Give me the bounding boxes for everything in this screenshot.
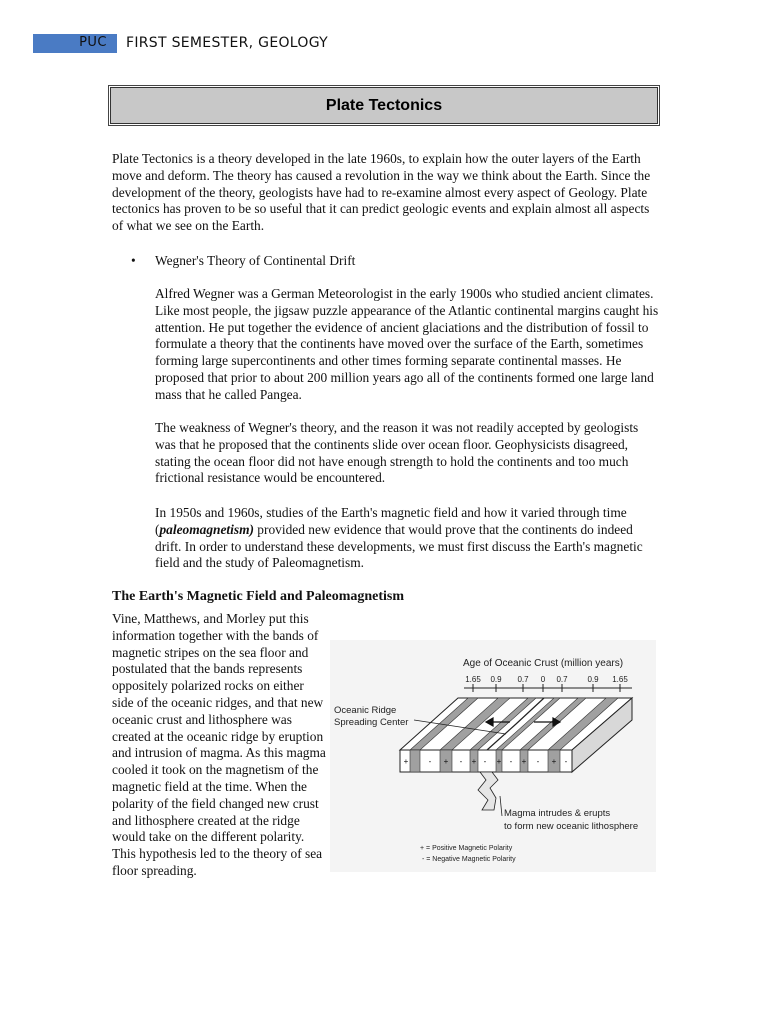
age-label: 0.7 xyxy=(556,675,568,684)
bullet-text: Wegner's Theory of Continental Drift xyxy=(155,253,356,268)
svg-text:+: + xyxy=(403,757,409,766)
intro-paragraph: Plate Tectonics is a theory developed in the late 1960s, to explain how the outer layers of the Earth move and deform. The theory has caused a revolution in the way we think about the Earth. Since the development of the theory, geologists have had to re-examine almost every aspect of Geology. Plate tectonics has proven to be so useful that it can predict geologic events and explain almost all aspects of what we see on the Earth. xyxy=(112,151,651,234)
magma-label-line-1: Magma intrudes & erupts xyxy=(504,808,611,819)
svg-text:+: + xyxy=(551,757,557,766)
svg-text:-: - xyxy=(536,757,540,766)
wegner-paragraph-1: Alfred Wegner was a German Meteorologist in the early 1900s who studied ancient climates. Like most people, the jigsaw puzzle appearance of the Atlantic continental margins caught his attention. He put together the evidence of ancient glaciations and the distribution of fossil to formulate a theory that the continents have moved over the surface of the Earth, sometimes forming large supercontinents and other times forming separate continental masses. He proposed that prior to about 200 million years ago all of the continents formed one large land mass that he called Pangea. xyxy=(155,286,659,402)
svg-text:+: + xyxy=(443,757,449,766)
age-label: 0.7 xyxy=(517,675,529,684)
para3-after: provided new evidence that would prove that the continents do indeed drift. In order to understand these developments, we must first discuss the Earth's magnetic field and the study of Paleomagnetism. xyxy=(155,521,643,571)
svg-text:-: - xyxy=(483,757,487,766)
header-tag xyxy=(33,34,117,53)
vine-paragraph: Vine, Matthews, and Morley put this information together with the bands of magnetic stripes on the sea floor and postulated that the bands represents oppositely polarized rocks on either side of the oceanic ridges, and that new oceanic crust and lithosphere was created at the oceanic ridge by eruption and intrusion of magma. As this magma cooled it took on the magnetism of the magnetic field at the time. When the polarity of the field changed new crust and lithosphere created at the ridge would take on the different polarity. This hypothesis led to the theory of sea floor spreading. xyxy=(112,611,326,878)
document-title: Plate Tectonics xyxy=(325,96,443,114)
age-label: 1.65 xyxy=(465,675,481,684)
svg-text:-: - xyxy=(509,757,513,766)
age-label: 0.9 xyxy=(587,675,599,684)
svg-text:-: - xyxy=(459,757,463,766)
svg-text:-: - xyxy=(564,757,568,766)
legend-negative: - = Negative Magnetic Polarity xyxy=(422,856,516,863)
legend-positive: + = Positive Magnetic Polarity xyxy=(420,845,513,852)
magma-label-line-2: to form new oceanic lithosphere xyxy=(504,821,639,832)
svg-text:-: - xyxy=(428,757,432,766)
bullet-dot-icon: • xyxy=(131,253,136,268)
svg-text:+: + xyxy=(496,757,502,766)
document-title-box xyxy=(110,87,658,124)
age-label: 0 xyxy=(540,675,546,684)
ridge-label-line-2: Spreading Center xyxy=(334,717,409,728)
bullet-item xyxy=(131,253,355,269)
header-tag-text: PUC xyxy=(79,35,107,50)
wegner-paragraph-2: The weakness of Wegner's theory, and the reason it was not readily accepted by geologists was that he proposed that the continents slide over ocean floor. Geophysicists disagreed, stating the ocean floor did not have enough strength to hold the continents and too much frictional resistance would be encountered. xyxy=(155,420,639,486)
svg-text:+: + xyxy=(521,757,527,766)
para3-before: In 1950s and 1960s, studies of the Earth's magnetic field and how it varied through time ( xyxy=(155,505,627,537)
age-label: 0.9 xyxy=(490,675,502,684)
wegner-paragraph-3 xyxy=(155,505,661,572)
seafloor-spreading-diagram xyxy=(330,640,656,872)
ridge-label-line-1: Oceanic Ridge xyxy=(334,705,397,716)
age-title: Age of Oceanic Crust (million years) xyxy=(463,658,624,669)
svg-text:+: + xyxy=(471,757,477,766)
header-title: FIRST SEMESTER, GEOLOGY xyxy=(126,35,329,51)
age-label: 1.65 xyxy=(612,675,628,684)
section-heading: The Earth's Magnetic Field and Paleomagnetism xyxy=(112,589,405,604)
paleomagnetism-term: paleomagnetism) xyxy=(159,521,254,537)
